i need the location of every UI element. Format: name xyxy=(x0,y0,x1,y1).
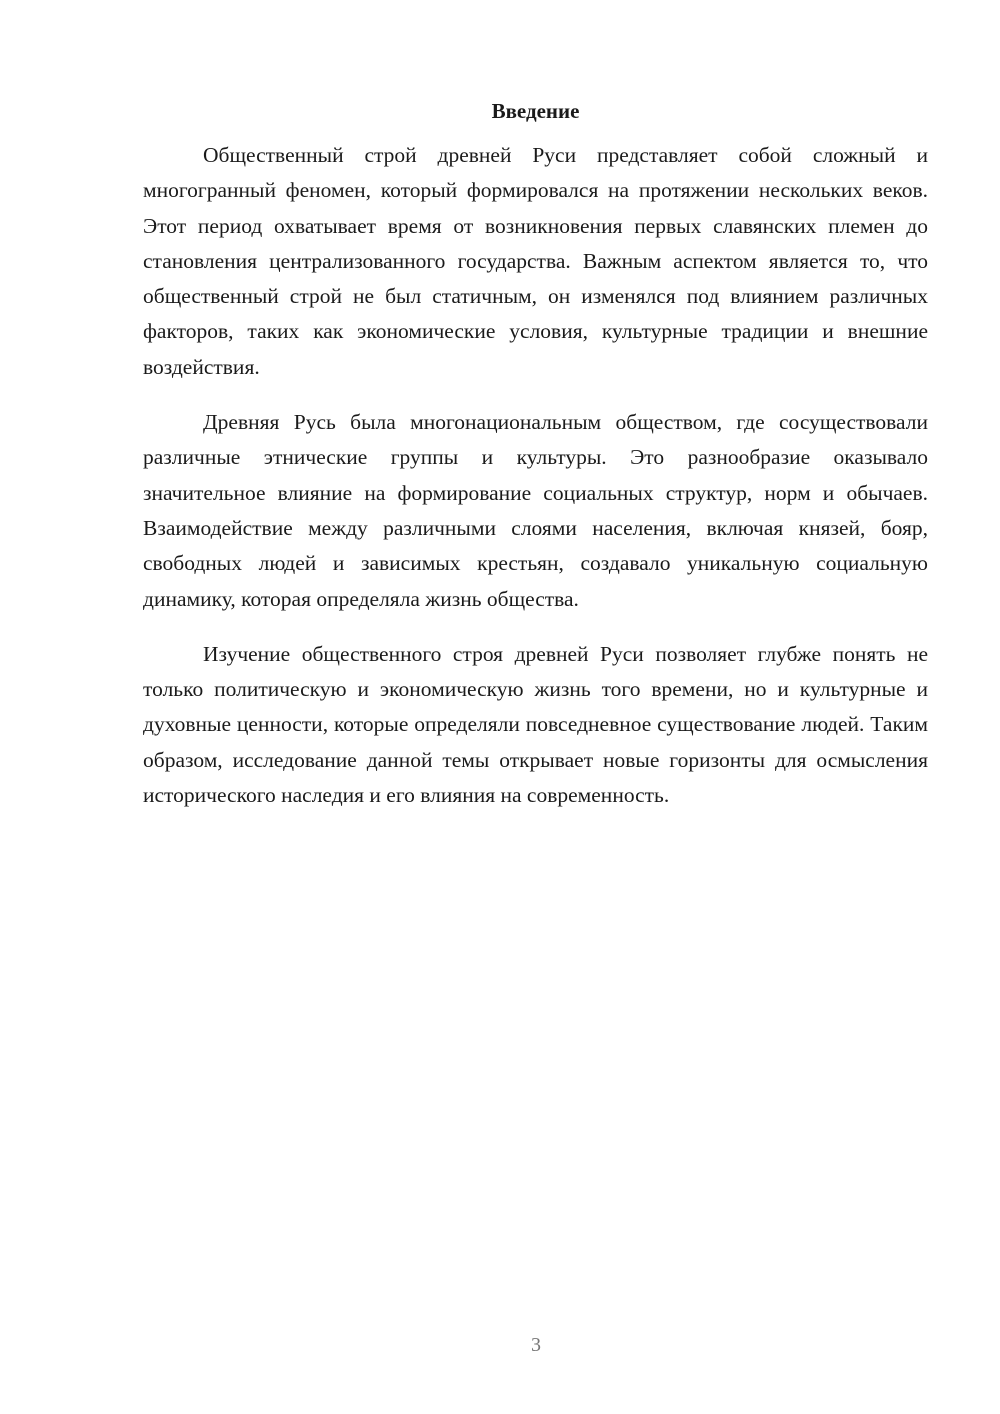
paragraph-2: Древняя Русь была многонациональным обществом, где сосуществовали различные этнические группы и культуры. Это разнообразие оказывало значительное влияние на формирование социальных структур, норм и обычаев. Взаимодействие между различными слоями населения, включая князей, бояр, свободных людей и зависимых крестьян, создавало уникальную социальную динамику, которая определяла жизнь общества. xyxy=(143,410,928,611)
paragraph-1: Общественный строй древней Руси представляет собой сложный и многогранный феномен, который формировался на протяжении нескольких веков. Этот период охватывает время от возникновения первых славянских племен до становления централизованного государства. Важным аспектом является то, что общественный строй не был статичным, он изменялся под влиянием различных факторов, таких как экономические условия, культурные традиции и внешние воздействия. xyxy=(143,143,928,379)
page-number: 3 xyxy=(531,1334,541,1356)
page-content xyxy=(143,96,928,813)
section-heading: Введение xyxy=(491,99,580,123)
paragraph-3: Изучение общественного строя древней Руси позволяет глубже понять не только политическую и экономическую жизнь того времени, но и культурные и духовные ценности, которые определяли повседневное существование людей. Таким образом, исследование данной темы открывает новые горизонты для осмысления исторического наследия и его влияния на современность. xyxy=(143,641,928,808)
